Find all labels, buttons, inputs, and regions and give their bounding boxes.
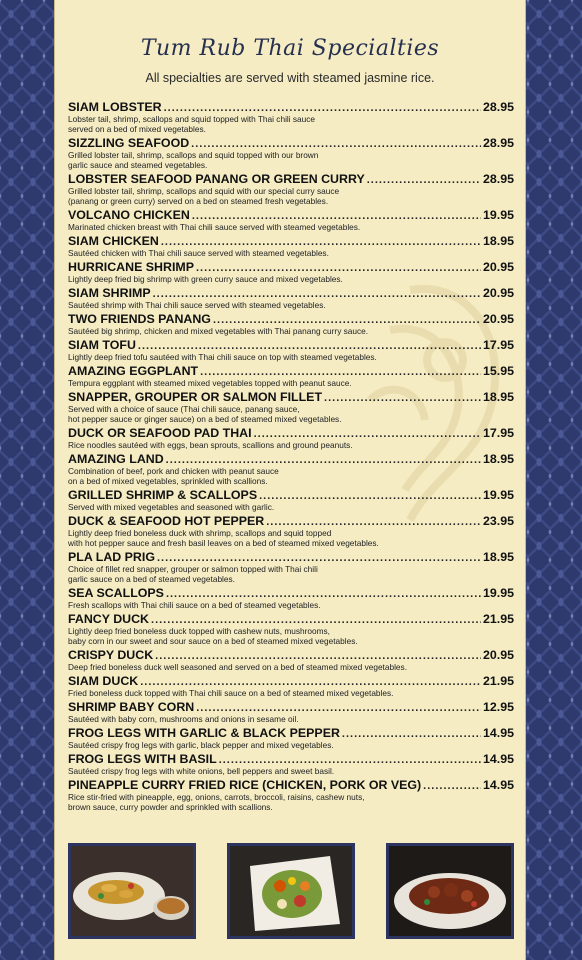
menu-item-name: AMAZING LAND [68,452,164,466]
menu-item-description: Sautéed big shrimp, chicken and mixed vegetables with Thai panang curry sauce. [68,326,369,336]
menu-item [68,390,514,424]
menu-item [68,312,514,336]
menu-item-price: 19.95 [482,586,514,600]
menu-item-price: 28.95 [482,136,514,150]
menu-item-description: Deep fried boneless duck well seasoned and served on a bed of steamed mixed vegetables. [68,662,408,672]
menu-item-price: 18.95 [482,452,514,466]
menu-item-price: 28.95 [482,100,514,114]
menu-item-header [68,390,514,404]
dot-leader [324,391,481,405]
menu-item [68,338,514,362]
menu-item-price: 21.95 [482,674,514,688]
menu-item-header [68,136,514,150]
menu-item [68,426,514,450]
menu-item-name: CRISPY DUCK [68,648,154,662]
menu-item-header [68,364,514,378]
menu-item-price: 12.95 [482,700,514,714]
dot-leader [138,339,481,353]
menu-item-price: 21.95 [482,612,514,626]
menu-item-price: 14.95 [482,778,514,792]
menu-item-header [68,312,514,326]
menu-item-header [68,234,514,248]
menu-item [68,700,514,724]
menu-title: Tum Rub Thai Specialties [140,36,440,61]
dot-leader [254,427,481,441]
menu-item-header [68,778,514,792]
dot-leader [196,261,481,275]
menu-item-price: 19.95 [482,488,514,502]
menu-item-name: SIAM SHRIMP [68,286,151,300]
menu-item-description: Choice of fillet red snapper, grouper or salmon topped with Thai chili garlic sauce on a bed of steamed vegetables. [68,564,318,584]
menu-item [68,514,514,548]
menu-item [68,452,514,486]
menu-item-header [68,338,514,352]
menu-item-price: 17.95 [482,338,514,352]
menu-item-description: Rice noodles sautéed with eggs, bean sprouts, scallions and ground peanuts. [68,440,353,450]
dot-leader [166,587,481,601]
menu-item-header [68,752,514,766]
dot-leader [157,551,481,565]
menu-item-description: Served with a choice of sauce (Thai chili sauce, panang sauce, hot pepper sauce or ginger sauce) on a bed of steamed mixed vegetables. [68,404,342,424]
menu-item-price: 20.95 [482,312,514,326]
dot-leader [164,101,481,115]
menu-item [68,674,514,698]
menu-item-description: Sautéed crispy frog legs with garlic, black pepper and mixed vegetables. [68,740,334,750]
food-photos [68,843,514,939]
menu-item-description: Combination of beef, pork and chicken with peanut sauce on a bed of mixed vegetables, sprinkled with scallions. [68,466,279,486]
menu-item-description: Fried boneless duck topped with Thai chili sauce on a bed of steamed mixed vegetables. [68,688,394,698]
dot-leader [423,779,481,793]
menu-item-name: SIZZLING SEAFOOD [68,136,190,150]
menu-item-name: FANCY DUCK [68,612,150,626]
menu-item-price: 18.95 [482,550,514,564]
menu-item-description: Sautéed crispy frog legs with white onions, bell peppers and sweet basil. [68,766,335,776]
dot-leader [342,727,481,741]
food-photo-stir-fry [227,843,355,939]
menu-item-price: 18.95 [482,390,514,404]
food-photo-curry-dish [68,843,196,939]
dot-leader [153,287,481,301]
menu-item-description: Sautéed shrimp with Thai chili sauce served with steamed vegetables. [68,300,326,310]
dot-leader [191,137,481,151]
menu-item-description: Lightly deep fried boneless duck with shrimp, scallops and squid topped with hot pepper sauce and fresh basil leaves on a bed of steamed mixed vegetables. [68,528,379,548]
dot-leader [219,753,481,767]
menu-item-name: DUCK & SEAFOOD HOT PEPPER [68,514,265,528]
menu-panel [55,0,525,960]
menu-item-description: Grilled lobster tail, shrimp, scallops and squid with our special curry sauce (panang or green curry) served on a bed on steamed fresh vegetables. [68,186,340,206]
menu-item-name: VOLCANO CHICKEN [68,208,190,222]
menu-item [68,726,514,750]
menu-item-price: 20.95 [482,260,514,274]
menu-item [68,286,514,310]
dot-leader [367,173,481,187]
dot-leader [196,701,481,715]
menu-item [68,612,514,646]
dot-leader [155,649,481,663]
menu-item-description: Sautéed with baby corn, mushrooms and onions in sesame oil. [68,714,299,724]
menu-item-description: Marinated chicken breast with Thai chili sauce served with steamed vegetables. [68,222,361,232]
menu-item-header [68,286,514,300]
menu-item-name: PINEAPPLE CURRY FRIED RICE (CHICKEN, PORK OR VEG) [68,778,422,792]
menu-item-price: 19.95 [482,208,514,222]
menu-item-name: SIAM CHICKEN [68,234,159,248]
menu-item-price: 20.95 [482,286,514,300]
menu-item-name: PLA LAD PRIG [68,550,155,564]
dot-leader [266,515,481,529]
menu-item-name: DUCK OR SEAFOOD PAD THAI [68,426,252,440]
menu-item-name: FROG LEGS WITH GARLIC & BLACK PEPPER [68,726,340,740]
menu-item [68,172,514,206]
food-photo-crispy-duck [386,843,514,939]
menu-item-header [68,586,514,600]
menu-item-price: 15.95 [482,364,514,378]
dot-leader [166,453,481,467]
menu-item [68,488,514,512]
menu-item-header [68,260,514,274]
menu-item-header [68,514,514,528]
menu-items-list [68,100,514,814]
menu-item-price: 28.95 [482,172,514,186]
menu-item [68,648,514,672]
dot-leader [259,489,481,503]
menu-item-name: SIAM DUCK [68,674,139,688]
dot-leader [213,313,481,327]
menu-item [68,136,514,170]
menu-item-price: 20.95 [482,648,514,662]
menu-item [68,100,514,134]
menu-item-name: GRILLED SHRIMP & SCALLOPS [68,488,258,502]
menu-item-header [68,550,514,564]
menu-item [68,586,514,610]
menu-item-description: Lobster tail, shrimp, scallops and squid topped with Thai chili sauce served on a bed of mixed vegetables. [68,114,316,134]
menu-item-name: AMAZING EGGPLANT [68,364,199,378]
menu-item [68,550,514,584]
menu-item-name: SHRIMP BABY CORN [68,700,195,714]
dot-leader [192,209,481,223]
menu-item-name: SNAPPER, GROUPER OR SALMON FILLET [68,390,323,404]
menu-item-description: Served with mixed vegetables and seasoned with garlic. [68,502,275,512]
menu-item-price: 18.95 [482,234,514,248]
menu-item-description: Lightly deep fried big shrimp with green curry sauce and mixed vegetables. [68,274,343,284]
menu-item [68,208,514,232]
menu-item-description: Sautéed chicken with Thai chili sauce served with steamed vegetables. [68,248,329,258]
menu-item-name: FROG LEGS WITH BASIL [68,752,217,766]
menu-item-name: SEA SCALLOPS [68,586,164,600]
menu-item-header [68,674,514,688]
menu-item-header [68,172,514,186]
menu-item-price: 23.95 [482,514,514,528]
menu-item-header [68,426,514,440]
menu-item-price: 17.95 [482,426,514,440]
menu-item-header [68,100,514,114]
dot-leader [161,235,481,249]
menu-item-description: Lightly deep fried tofu sautéed with Thai chili sauce on top with steamed vegetables. [68,352,377,362]
menu-item [68,778,514,812]
menu-item-header [68,612,514,626]
menu-item-header [68,700,514,714]
menu-item-name: LOBSTER SEAFOOD PANANG OR GREEN CURRY [68,172,365,186]
menu-item-name: SIAM TOFU [68,338,136,352]
menu-item-header [68,452,514,466]
menu-item-description: Tempura eggplant with steamed mixed vegetables topped with peanut sauce. [68,378,352,388]
menu-item [68,234,514,258]
menu-item-price: 14.95 [482,752,514,766]
menu-item-description: Fresh scallops with Thai chili sauce on a bed of steamed vegetables. [68,600,321,610]
dot-leader [151,613,481,627]
menu-item-name: HURRICANE SHRIMP [68,260,194,274]
menu-item-header [68,648,514,662]
menu-item-price: 14.95 [482,726,514,740]
menu-item-description: Rice stir-fried with pineapple, egg, onions, carrots, broccoli, raisins, cashew nuts, brown sauce, curry powder and sprinkled with scallions. [68,792,365,812]
menu-item-name: TWO FRIENDS PANANG [68,312,211,326]
dot-leader [200,365,481,379]
menu-item-header [68,488,514,502]
menu-item-name: SIAM LOBSTER [68,100,162,114]
menu-item-description: Grilled lobster tail, shrimp, scallops and squid topped with our brown garlic sauce and steamed vegetables. [68,150,319,170]
dot-leader [140,675,481,689]
menu-item-header [68,726,514,740]
menu-item [68,364,514,388]
menu-item [68,260,514,284]
menu-item [68,752,514,776]
menu-subtitle: All specialties are served with steamed jasmine rice. [145,71,435,85]
menu-item-header [68,208,514,222]
menu-item-description: Lightly deep fried boneless duck topped with cashew nuts, mushrooms, baby corn in our sweet and sour sauce on a bed of steamed mixed vegetables. [68,626,358,646]
